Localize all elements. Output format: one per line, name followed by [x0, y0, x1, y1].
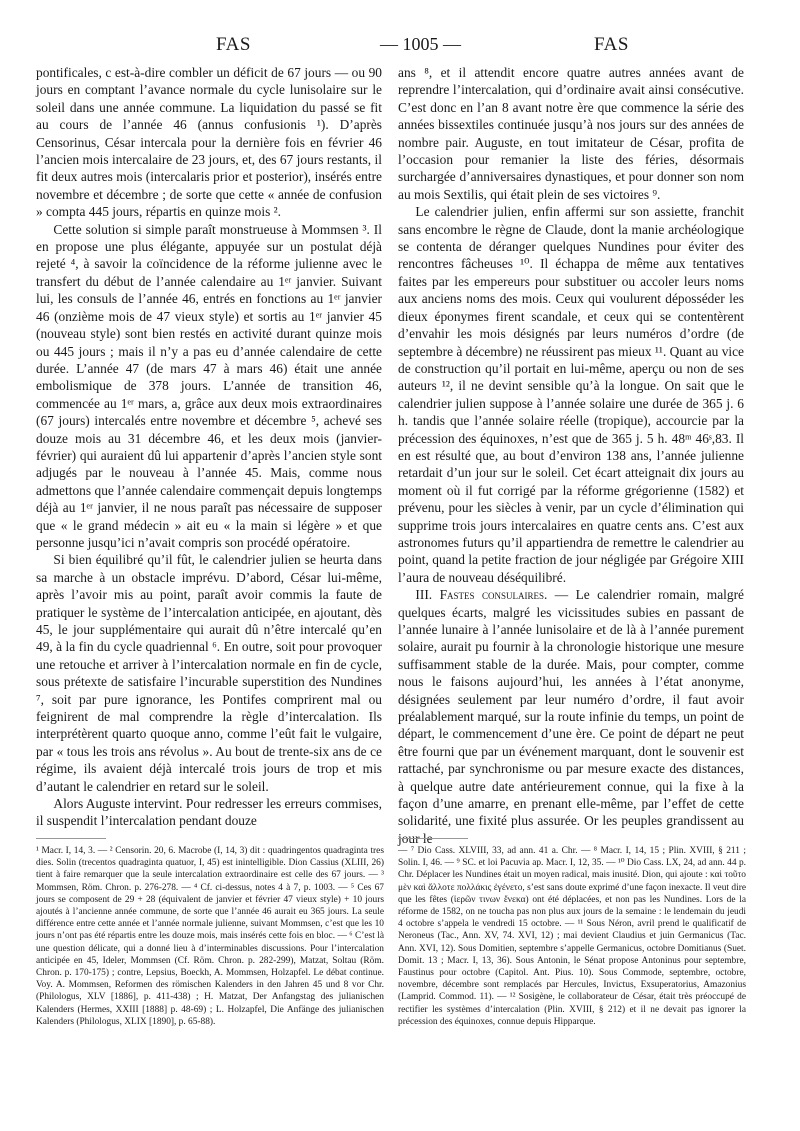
paragraph: Alors Auguste intervint. Pour redresser les erreurs commises, il suspendit l’intercalation pendant douze	[36, 796, 382, 829]
paragraph: ans ⁸, et il attendit encore quatre autres années avant de reprendre l’intercalation, qui d’ordinaire avait ainsi consécutive. C’est donc en l’an 8 avant notre ère que commence la série des années bissextiles continuée jusqu’à nos jours sur des années de nombre pair. Auguste, en tout imitateur de César, profita de l’occasion pour remanier la liste des féries, désormais surchargée d’anniversaires dynastiques, et pour donner son nom au mois Sextilis, qui était plein de ses victoires ⁹.	[398, 65, 744, 202]
paragraph	[398, 586, 744, 847]
right-column	[398, 64, 744, 847]
paragraph: Le calendrier julien, enfin affermi sur son assiette, franchit sans encombre le règne de Claude, dont la manie archéologique se contenta de déranger quelques Nundines pour éviter des rencontres fâcheuses ¹⁰. Il échappa de même aux tentatives faites par les empereurs pour substituer ou accoler leurs noms aux anciens noms des mois. Ceux qui voulurent déposséder les dieux éponymes firent scandale, et ceux qui se contentèrent d’envahir les mois désignés par leurs numéros d’ordre (de septembre à décembre) ne réussirent pas mieux ¹¹. Quant au vice de construction qu’il portait en lui-même, aperçu ou non de ses auteurs ¹², il ne devint sensible qu’à la longue. On sait que le calendrier julien suppose à l’année solaire une durée de 365 j. 6 h. tandis que l’année solaire réelle (tropique), accourcie par la précession des équinoxes, n’est que de 365 j. 5 h. 48ᵐ 46ˢ,83. Il en est résulté que, au bout d’environ 138 ans, l’année julienne retardait d’un jour sur le soleil. Cet écart atteignait dix jours au moment où il fut corrigé par la réforme grégorienne (1582) et prévenu, pour les siècles à venir, par un cycle d’élimination qui supprime trois jours intercalaires en quatre cents ans. C’est aux astronomes futurs qu’il appartiendra de remettre le calendrier au point, quand la petite fraction de jour négligée par Grégoire XIII l’aura de nouveau déséquilibré.	[398, 204, 745, 585]
running-head-left: FAS	[216, 34, 251, 55]
footnotes-left: ¹ Macr. I, 14, 3. — ² Censorin. 20, 6. Macrobe (I, 14, 3) dit : quadringentos quadraginta tres dies. Solin (trecentos quadraginta quatuor, I, 45) est inintelligible. Dion Cassius (XLIII, 26) tient à faire remarquer que la seule intercalation extraordinaire est celle des 67 jours. — ³ Mommsen, Röm. Chron. p. 276-278. — ⁴ Cf. ci-dessus, notes 4 à 7, p. 1003. — ⁵ Ces 67 jours se composent de 29 + 28 (équivalent de janvier et février 47 vieux style) + 10 jours ajoutés à l’ancienne année commune, de sorte que l’année 46 aurait eu 365 jours. La seule différence entre cette année et l’année normale julienne, suivant Mommsen, c’est que les 10 jours n’ont pas été répartis entre les douze mois, mais insérés cette fois en bloc. — ⁶ C’est là une question délicate, qui a donné lieu à d’interminables discussions. Pour l’intercalation anticipée en 45, Ideler, Mommsen (Cf. Röm. Chron. p. 282-299), Matzat, Soltau (Röm. Chron. p. 170-175) ; contre, Lepsius, Boeckh, A. Mommsen, Holzapfel. Le débat continue. Voy. A. Mommsen, Reformen des römischen Kalenders in den Jahren 45 und 8 vor Chr. (Philologus, XLV [1886], p. 411-438) ; H. Matzat, Der Anfangstag des julianischen Kalenders (Hermes, XXIII [1888] p. 48-69) ; L. Holzapfel, Die Anfänge des julianischen Kalenders (Philologus, XLIX [1890], p. 65-88).	[36, 846, 384, 1027]
footnotes-right: — ⁷ Dio Cass. XLVIII, 33, ad ann. 41 a. Chr. — ⁸ Macr. I, 14, 15 ; Plin. XVIII, § 211 ; Solin. I, 46. — ⁹ SC. et loi Pacuvia ap. Macr. I, 12, 35. — ¹⁰ Dio Cass. LX, 24, ad ann. 44 p. Chr. Déplacer les Nundines était un moyen radical, mais inusité. Dion, qui ajoute : καὶ τοῦτο μὲν καὶ ἄλλοτε πολλάκις ἐγένετο, s’est sans doute exprimé d’une façon inexacte. Il veut dire que les fêtes (ἱερῶν τινων ἕνεκα) ont été déplacées, et non pas les Nundines. Lors de la réforme de 1582, on ne toucha pas non plus aux jours de la semaine : le lendemain du jeudi 4 octobre s’appela le vendredi 15 octobre. — ¹¹ Sous Néron, avril prend le qualificatif de Neroneus (Tac., Ann. XV, 74. XVI, 12) ; mai devient Claudius et juin Germanicus (Tac. Ann. XVI, 12). Sous Domitien, septembre s’appelle Germanicus, octobre Domitianus (Suet. Domit. 13 ; Macr. I, 13, 36). Sous Antonin, le Sénat propose Antoninus pour septembre, Faustinus pour octobre (Capitol. Ant. Pius. 10). Sous Commode, septembre, octobre, novembre, décembre sont remplacés par Hercules, Invictus, Exsuperatorius, Amazonius (Lamprid. Commod. 11). — ¹² Sosigène, le collaborateur de César, était très préoccupé de rectifier les systèmes d’intercalation (Plin. XVIII, § 212) et il ne devait pas ignorer la précession des équinoxes, connue depuis Hipparque.	[398, 846, 746, 1027]
section-heading: III. Fastes consulaires.	[415, 587, 548, 603]
page-number: — 1005 —	[380, 34, 461, 54]
footnote-rule	[36, 838, 106, 839]
running-head-right: FAS	[594, 34, 629, 55]
left-column	[36, 64, 382, 830]
page-header	[34, 34, 766, 58]
paragraph: pontificales, c est-à-dire combler un déficit de 67 jours — ou 90 jours en comptant l’avance normale du cycle lunisolaire sur le soleil dans une année commune. La liquidation du passé se fit au cours de l’année 46 (annus confusionis ¹). D’après Censorinus, César intercala pour la dernière fois en février 46 l’ancien mois intercalaire de 23 jours, et, des 67 jours restants, il fit deux autres mois (intercalaris prior et posterior), insérés entre novembre et décembre ; de sorte que cette « année de confusion » compta 445 jours, répartis en quinze mois ².	[36, 65, 382, 220]
paragraph-text: — Le calendrier romain, malgré quelques écarts, malgré les vicissitudes subies en passant de l’année lunaire à l’année lunisolaire et de là à l’année purement solaire, aurait pu fournir à la chronologie historique une mesure suffisamment stable de la durée. Mais, pour compter, comme nous le faisons aujourd’hui, les années à l’état anonyme, désignées seulement par leur numéro d’ordre, il faut avoir préalablement marqué, sur la route infinie du temps, un point de départ, le commencement d’une ère. Ce point de départ ne peut être fourni que par un événement marquant, dont le souvenir est rattaché, par synchronisme ou par mesure exacte des distances, à quelque autre date antérieurement connue, qui la fixe à la façon d’une amarre, en prenant elle-même, par l’effet de cette solidarité, une fixité plus assurée. Or les peuples grandissent au jour le	[398, 587, 744, 846]
paragraph: Si bien équilibré qu’il fût, le calendrier julien se heurta dans sa marche à un obstacle imprévu. D’abord, César lui-même, après l’avoir mis au point, paraît avoir commis la faute de pratiquer le système de l’intercalation anticipée, en ajoutant, dès 45, le jour supplémentaire qui aurait dû n’être intercalé qu’en 49, à la fin du cycle quadriennal ⁶. En outre, soit pour provoquer une retouche et arriver à l’intercalation normale en fin de cycle, sous prétexte de satisfaire l’incurable superstition des Nundines ⁷, soit par pure ignorance, les Pontifes comprirent mal ou feignirent de mal comprendre la règle d’intercalation. Ils interprétèrent quarto quoque anno, comme l’eût fait le vulgaire, par « tous les trois ans révolus ». Au bout de trente-six ans de ce régime, ils avaient déjà intercalé trois jours de trop et mis d’autant le calendrier en retard sur le soleil.	[36, 552, 382, 794]
footnote-rule	[398, 838, 468, 839]
paragraph: Cette solution si simple paraît monstrueuse à Mommsen ³. Il en propose une plus élégante, appuyée sur un postulat déjà rejeté ⁴, à savoir la coïncidence de la réforme julienne avec le transfert du début de l’année calendaire au 1ᵉʳ janvier. Suivant lui, les consuls de l’année 46, entrés en fonctions au 1ᵉʳ janvier 46 (onzième mois de 47 vieux style) et sortis au 1ᵉʳ janvier 45 (nouveau style) sont bien restés en activité durant quinze mois ou 445 jours ; mais il n’y a pas eu d’année calendaire de cette durée. L’année 47 (de mars 47 à mars 46) était une année embolismique de 378 jours. L’année de transition 46, commencée au 1ᵉʳ mars, a, grâce aux deux mois extraordinaires (67 jours) intercalés entre novembre et décembre ⁵, achevé ses douze mois au 31 décembre 46, et les deux mois (janvier-février) qui auraient dû lui appartenir d’après l’ancien style sont adjugés par le nouveau à l’année 45. Mais, comme nous admettons que l’année calendaire commençait depuis longtemps déjà au 1ᵉʳ janvier, il ne nous paraît pas nécessaire de supposer que « le grand médecin » ait eu « la main si légère » et que personne jusqu’ici n’avait compris son procédé opératoire.	[36, 221, 382, 550]
